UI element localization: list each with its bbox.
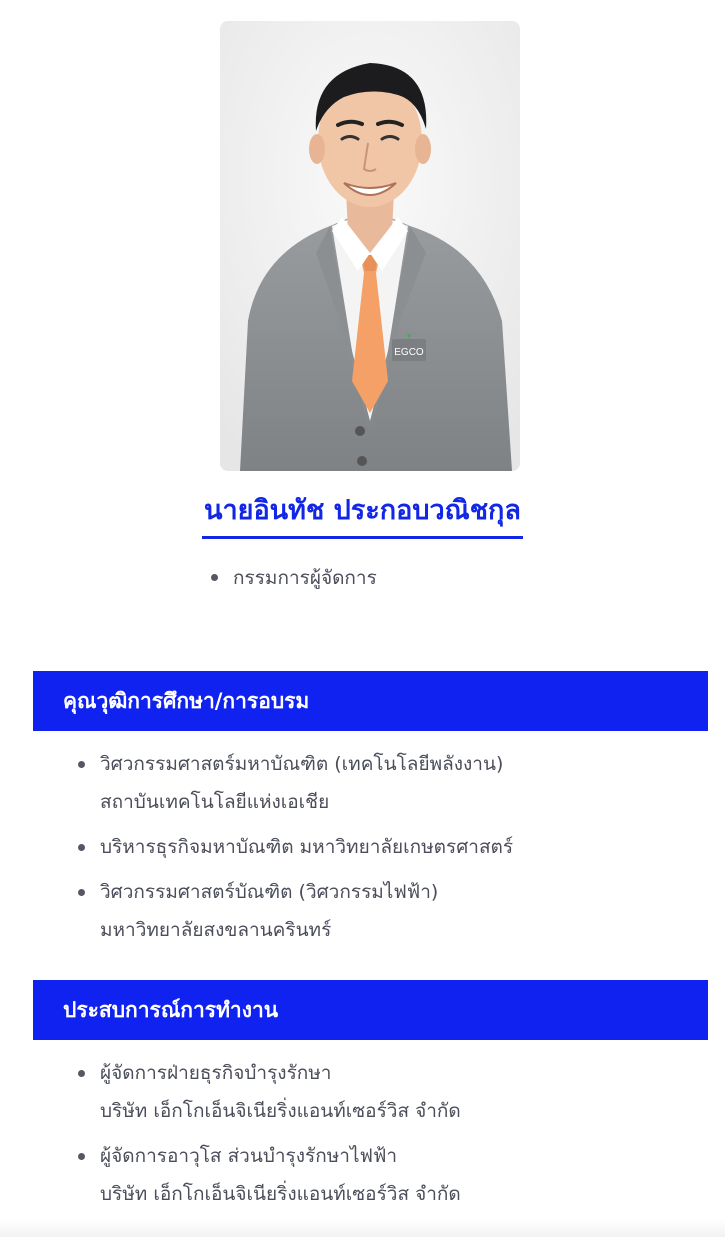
profile-position-text: กรรมการผู้จัดการ <box>233 567 377 589</box>
bullet-icon <box>78 844 85 851</box>
education-list <box>78 745 698 956</box>
list-item <box>78 1137 698 1213</box>
list-item-line2: บริษัท เอ็กโกเอ็นจิเนียริ่งแอนท์เซอร์วิส จำกัด <box>100 1183 461 1205</box>
list-item-line2: สถาบันเทคโนโลยีแห่งเอเชีย <box>100 791 330 813</box>
list-item-line1: บริหารธุรกิจมหาบัณฑิต มหาวิทยาลัยเกษตรศาสตร์ <box>100 836 514 858</box>
list-item-line2: บริษัท เอ็กโกเอ็นจิเนียริ่งแอนท์เซอร์วิส จำกัด <box>100 1100 461 1122</box>
section-title-education: คุณวุฒิการศึกษา/การอบรม <box>63 689 310 713</box>
experience-list <box>78 1054 698 1220</box>
section-title-experience: ประสบการณ์การทำงาน <box>63 998 279 1022</box>
section-header-education <box>33 671 708 731</box>
list-item-line1: ผู้จัดการฝ่ายธุรกิจบำรุงรักษา <box>100 1062 332 1084</box>
list-item-line1: วิศวกรรมศาสตร์บัณฑิต (วิศวกรรมไฟฟ้า) <box>100 881 439 903</box>
bullet-icon <box>211 574 218 581</box>
profile-name-text: นายอินทัช ประกอบวณิชกุล <box>202 492 523 539</box>
bullet-icon <box>78 1070 85 1077</box>
list-item <box>78 873 698 949</box>
list-item <box>78 828 698 866</box>
bullet-icon <box>78 1153 85 1160</box>
profile-photo <box>220 21 520 471</box>
list-item-line1: วิศวกรรมศาสตร์มหาบัณฑิต (เทคโนโลยีพลังงาน) <box>100 753 504 775</box>
egco-badge-text: EGCO <box>394 347 424 358</box>
section-header-experience <box>33 980 708 1040</box>
list-item <box>78 745 698 821</box>
list-item-line2: มหาวิทยาลัยสงขลานครินทร์ <box>100 919 332 941</box>
bullet-icon <box>78 889 85 896</box>
footer-fade <box>0 1219 725 1237</box>
profile-name <box>0 492 725 539</box>
profile-position <box>211 565 377 591</box>
bullet-icon <box>78 761 85 768</box>
list-item <box>78 1054 698 1130</box>
list-item-line1: ผู้จัดการอาวุโส ส่วนบำรุงรักษาไฟฟ้า <box>100 1145 398 1167</box>
